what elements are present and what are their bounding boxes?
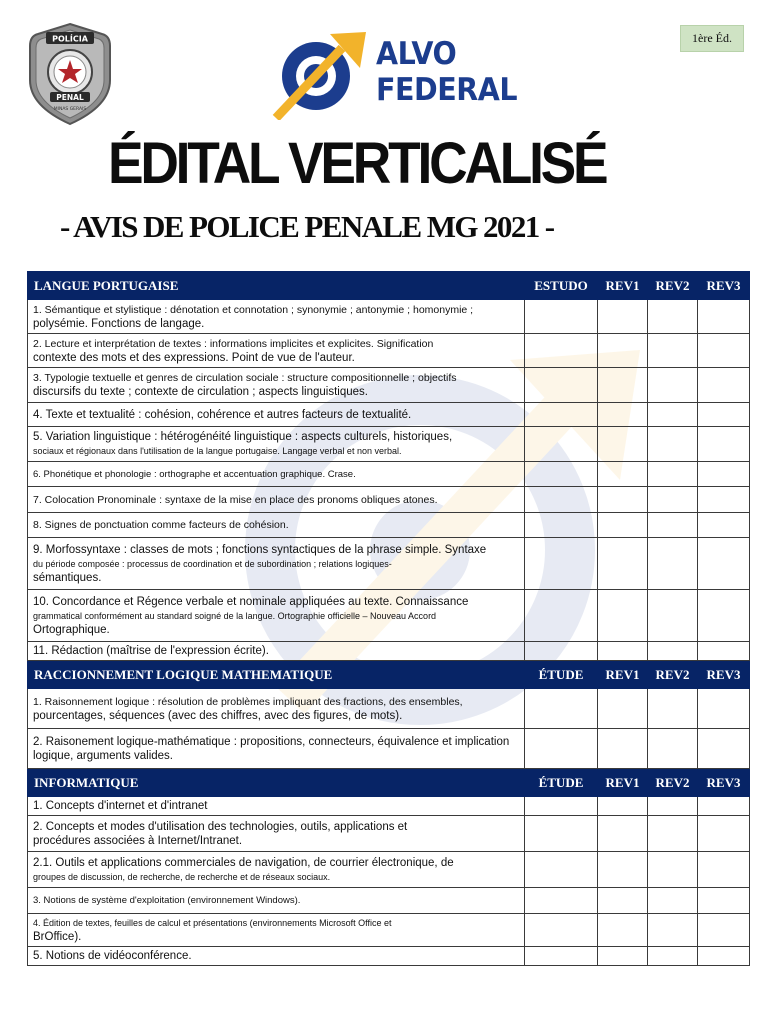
- study-checkbox-cell[interactable]: [525, 462, 598, 487]
- table-row: [28, 888, 750, 914]
- rev2-checkbox-cell[interactable]: [648, 689, 698, 729]
- rev1-checkbox-cell[interactable]: [598, 590, 648, 642]
- table-row: [28, 487, 750, 513]
- topic-cell: 2. Lecture et interprétation de textes : informations implicites et explicites. Signification contexte des mots et des expressions. Point de vue de l'auteur.: [28, 334, 525, 368]
- rev2-checkbox-cell[interactable]: [648, 852, 698, 888]
- rev3-checkbox-cell[interactable]: [698, 797, 750, 816]
- rev3-checkbox-cell[interactable]: [698, 403, 750, 427]
- target-arrow-logo-icon: [272, 30, 368, 120]
- table-row: [28, 729, 750, 769]
- svg-text:MINAS GERAIS: MINAS GERAIS: [53, 107, 87, 112]
- column-header-rev2: REV2: [648, 272, 698, 300]
- syllabus-table: [27, 271, 750, 966]
- rev3-checkbox-cell[interactable]: [698, 642, 750, 661]
- section-title: LANGUE PORTUGAISE: [28, 272, 525, 300]
- topic-cell: 2.1. Outils et applications commerciales de navigation, de courrier électronique, de groupes de discussion, de recherche, de recherche et de réseaux sociaux.: [28, 852, 525, 888]
- study-checkbox-cell[interactable]: [525, 797, 598, 816]
- column-header-rev1: REV1: [598, 769, 648, 797]
- topic-cell: 5. Notions de vidéoconférence.: [28, 947, 525, 966]
- study-checkbox-cell[interactable]: [525, 487, 598, 513]
- rev1-checkbox-cell[interactable]: [598, 852, 648, 888]
- rev1-checkbox-cell[interactable]: [598, 427, 648, 462]
- topic-cell: 2. Raisonement logique-mathématique : propositions, connecteurs, équivalence et implication logique, arguments valides.: [28, 729, 525, 769]
- rev1-checkbox-cell[interactable]: [598, 888, 648, 914]
- rev2-checkbox-cell[interactable]: [648, 947, 698, 966]
- rev2-checkbox-cell[interactable]: [648, 797, 698, 816]
- section-header: [28, 272, 750, 300]
- rev3-checkbox-cell[interactable]: [698, 513, 750, 538]
- alvo-federal-logo-text: [376, 36, 529, 108]
- topic-cell: 6. Phonétique et phonologie : orthographe et accentuation graphique. Crase.: [28, 462, 525, 487]
- study-checkbox-cell[interactable]: [525, 538, 598, 590]
- rev2-checkbox-cell[interactable]: [648, 427, 698, 462]
- rev1-checkbox-cell[interactable]: [598, 487, 648, 513]
- rev2-checkbox-cell[interactable]: [648, 538, 698, 590]
- column-header-rev3: REV3: [698, 272, 750, 300]
- table-row: [28, 300, 750, 334]
- rev3-checkbox-cell[interactable]: [698, 947, 750, 966]
- study-checkbox-cell[interactable]: [525, 403, 598, 427]
- rev1-checkbox-cell[interactable]: [598, 462, 648, 487]
- section-header: [28, 769, 750, 797]
- police-badge-logo: [28, 22, 112, 126]
- rev2-checkbox-cell[interactable]: [648, 888, 698, 914]
- table-row: [28, 947, 750, 966]
- edition-tag: 1ère Éd.: [680, 25, 744, 52]
- document-title: ÉDITAL VERTICALISÉ: [108, 131, 606, 196]
- rev3-checkbox-cell[interactable]: [698, 888, 750, 914]
- rev2-checkbox-cell[interactable]: [648, 816, 698, 852]
- rev1-checkbox-cell[interactable]: [598, 513, 648, 538]
- rev1-checkbox-cell[interactable]: [598, 914, 648, 947]
- study-checkbox-cell[interactable]: [525, 888, 598, 914]
- table-row: [28, 538, 750, 590]
- rev1-checkbox-cell[interactable]: [598, 368, 648, 403]
- topic-cell: 1. Sémantique et stylistique : dénotation et connotation ; synonymie ; antonymie ; homonymie ; polysémie. Fonctions de langage.: [28, 300, 525, 334]
- rev3-checkbox-cell[interactable]: [698, 852, 750, 888]
- study-checkbox-cell[interactable]: [525, 816, 598, 852]
- rev1-checkbox-cell[interactable]: [598, 816, 648, 852]
- rev2-checkbox-cell[interactable]: [648, 487, 698, 513]
- topic-cell: 11. Rédaction (maîtrise de l'expression écrite).: [28, 642, 525, 661]
- column-header-rev3: REV3: [698, 769, 750, 797]
- column-header-study: ESTUDO: [525, 272, 598, 300]
- table-row: [28, 797, 750, 816]
- column-header-rev3: REV3: [698, 661, 750, 689]
- rev3-checkbox-cell[interactable]: [698, 590, 750, 642]
- rev2-checkbox-cell[interactable]: [648, 513, 698, 538]
- rev3-checkbox-cell[interactable]: [698, 368, 750, 403]
- table-row: [28, 852, 750, 888]
- table-row: [28, 462, 750, 487]
- section-header: [28, 661, 750, 689]
- column-header-rev2: REV2: [648, 769, 698, 797]
- study-checkbox-cell[interactable]: [525, 914, 598, 947]
- rev3-checkbox-cell[interactable]: [698, 427, 750, 462]
- rev1-checkbox-cell[interactable]: [598, 538, 648, 590]
- study-checkbox-cell[interactable]: [525, 590, 598, 642]
- table-row: [28, 914, 750, 947]
- rev1-checkbox-cell[interactable]: [598, 403, 648, 427]
- table-row: [28, 513, 750, 538]
- rev1-checkbox-cell[interactable]: [598, 729, 648, 769]
- column-header-rev1: REV1: [598, 661, 648, 689]
- rev2-checkbox-cell[interactable]: [648, 729, 698, 769]
- topic-cell: 3. Notions de système d'exploitation (environnement Windows).: [28, 888, 525, 914]
- rev3-checkbox-cell[interactable]: [698, 689, 750, 729]
- rev2-checkbox-cell[interactable]: [648, 642, 698, 661]
- study-checkbox-cell[interactable]: [525, 334, 598, 368]
- topic-cell: 2. Concepts et modes d'utilisation des technologies, outils, applications et procédures associées à Internet/Intranet.: [28, 816, 525, 852]
- rev1-checkbox-cell[interactable]: [598, 797, 648, 816]
- column-header-rev2: REV2: [648, 661, 698, 689]
- topic-cell: 7. Colocation Pronominale : syntaxe de la mise en place des pronoms obliques atones.: [28, 487, 525, 513]
- rev3-checkbox-cell[interactable]: [698, 538, 750, 590]
- study-checkbox-cell[interactable]: [525, 300, 598, 334]
- study-checkbox-cell[interactable]: [525, 642, 598, 661]
- rev3-checkbox-cell[interactable]: [698, 487, 750, 513]
- topic-cell: 1. Raisonnement logique : résolution de problèmes impliquant des fractions, des ensembles, pourcentages, séquences (avec des chiffres, avec des figures, de mots).: [28, 689, 525, 729]
- topic-cell: 1. Concepts d'internet et d'intranet: [28, 797, 525, 816]
- rev1-checkbox-cell[interactable]: [598, 300, 648, 334]
- table-row: [28, 590, 750, 642]
- study-checkbox-cell[interactable]: [525, 852, 598, 888]
- table-row: [28, 403, 750, 427]
- study-checkbox-cell[interactable]: [525, 427, 598, 462]
- topic-cell: 4. Texte et textualité : cohésion, cohérence et autres facteurs de textualité.: [28, 403, 525, 427]
- section-title: INFORMATIQUE: [28, 769, 525, 797]
- study-checkbox-cell[interactable]: [525, 729, 598, 769]
- document-subtitle: - AVIS DE POLICE PENALE MG 2021 -: [60, 209, 554, 244]
- rev2-checkbox-cell[interactable]: [648, 590, 698, 642]
- rev2-checkbox-cell[interactable]: [648, 462, 698, 487]
- topic-cell: 8. Signes de ponctuation comme facteurs de cohésion.: [28, 513, 525, 538]
- rev3-checkbox-cell[interactable]: [698, 334, 750, 368]
- rev3-checkbox-cell[interactable]: [698, 914, 750, 947]
- table-row: [28, 816, 750, 852]
- column-header-study: ÉTUDE: [525, 661, 598, 689]
- rev2-checkbox-cell[interactable]: [648, 403, 698, 427]
- table-row: [28, 689, 750, 729]
- rev2-checkbox-cell[interactable]: [648, 334, 698, 368]
- table-row: [28, 427, 750, 462]
- table-row: [28, 368, 750, 403]
- study-checkbox-cell[interactable]: [525, 368, 598, 403]
- rev1-checkbox-cell[interactable]: [598, 642, 648, 661]
- rev3-checkbox-cell[interactable]: [698, 300, 750, 334]
- study-checkbox-cell[interactable]: [525, 513, 598, 538]
- logo-line-2: FEDERAL: [376, 72, 518, 108]
- rev3-checkbox-cell[interactable]: [698, 462, 750, 487]
- svg-text:PENAL: PENAL: [56, 93, 84, 102]
- topic-cell: 9. Morfossyntaxe : classes de mots ; fonctions syntactiques de la phrase simple. Syntaxe du période composée : processus de coordination et de subordination ; relations logiques- sémantiques.: [28, 538, 525, 590]
- table-row: [28, 642, 750, 661]
- rev3-checkbox-cell[interactable]: [698, 816, 750, 852]
- section-title: RACCIONNEMENT LOGIQUE MATHEMATIQUE: [28, 661, 525, 689]
- topic-cell: 5. Variation linguistique : hétérogénéité linguistique : aspects culturels, historiques, sociaux et régionaux dans l'utilisation de la langue portugaise. Langage verbal et non verbal.: [28, 427, 525, 462]
- column-header-rev1: REV1: [598, 272, 648, 300]
- topic-cell: 3. Typologie textuelle et genres de circulation sociale : structure compositionnelle ; objectifs discursifs du texte ; contexte de circulation ; aspects linguistiques.: [28, 368, 525, 403]
- rev2-checkbox-cell[interactable]: [648, 914, 698, 947]
- column-header-study: ÉTUDE: [525, 769, 598, 797]
- logo-line-1: ALVO: [376, 36, 457, 72]
- svg-text:POLÍCIA: POLÍCIA: [52, 34, 88, 44]
- study-checkbox-cell[interactable]: [525, 947, 598, 966]
- study-checkbox-cell[interactable]: [525, 689, 598, 729]
- topic-cell: 10. Concordance et Régence verbale et nominale appliquées au texte. Connaissance grammatical conformément au standard soigné de la langue. Ortographie officielle – Nouveau Accord Ortographique.: [28, 590, 525, 642]
- table-row: [28, 334, 750, 368]
- topic-cell: 4. Édition de textes, feuilles de calcul et présentations (environnements Microsoft Office et BrOffice).: [28, 914, 525, 947]
- rev2-checkbox-cell[interactable]: [648, 368, 698, 403]
- rev1-checkbox-cell[interactable]: [598, 947, 648, 966]
- rev1-checkbox-cell[interactable]: [598, 689, 648, 729]
- rev3-checkbox-cell[interactable]: [698, 729, 750, 769]
- rev1-checkbox-cell[interactable]: [598, 334, 648, 368]
- rev2-checkbox-cell[interactable]: [648, 300, 698, 334]
